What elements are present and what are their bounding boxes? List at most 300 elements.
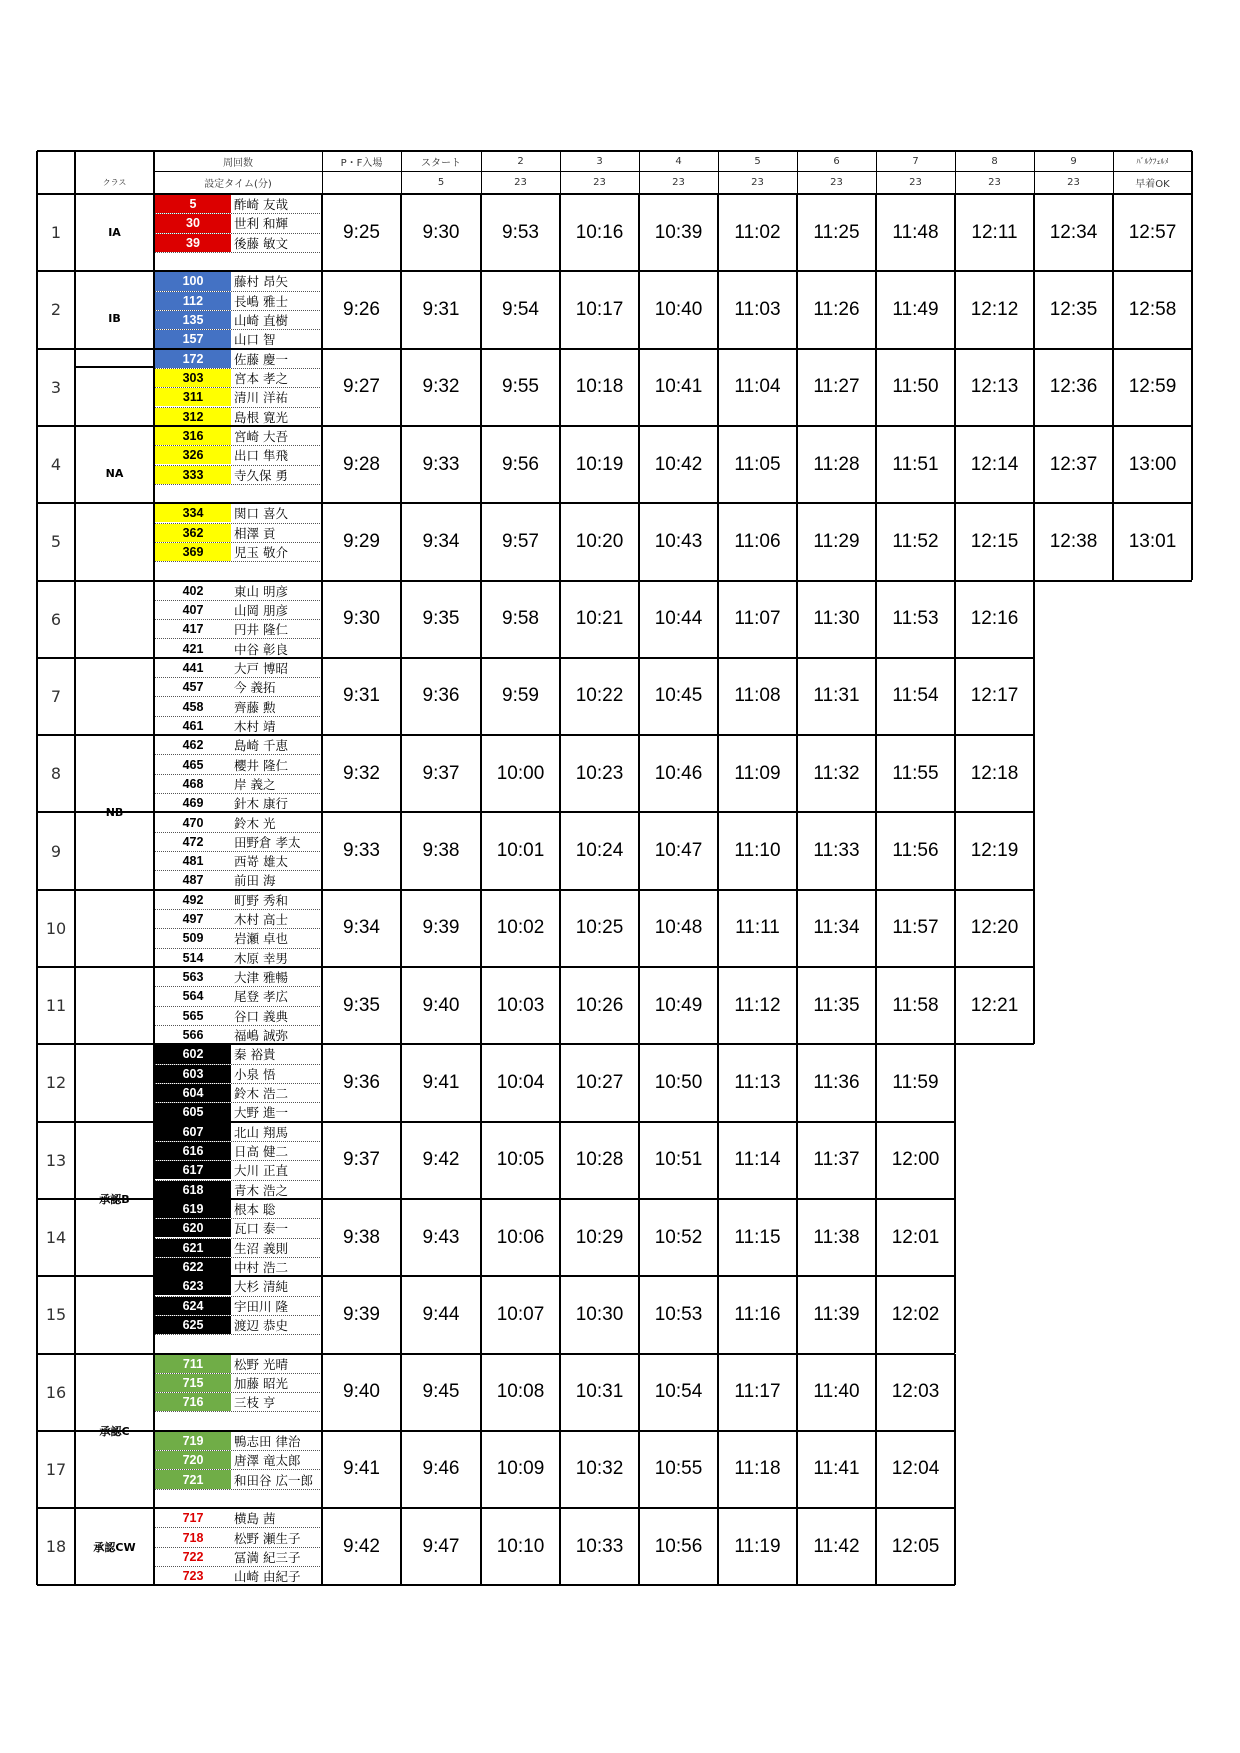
lap-time: 12:36 <box>1049 376 1098 398</box>
lap-time: 9:44 <box>422 1303 460 1325</box>
lap-time: 10:56 <box>654 1535 703 1557</box>
header-column-line <box>718 151 719 194</box>
lap-time: 11:40 <box>813 1381 860 1403</box>
lap-time: 10:20 <box>575 530 624 552</box>
lap-time: 11:53 <box>892 608 939 630</box>
laps-header: 周回数 <box>223 157 253 169</box>
heat-row-border <box>37 1507 955 1509</box>
time-column-line <box>480 658 482 735</box>
time-column-line <box>1033 194 1035 271</box>
time-column-line <box>875 503 877 580</box>
rider-name: 木村 靖 <box>234 718 276 734</box>
time-column-line <box>400 1508 402 1585</box>
lap-time: 9:56 <box>502 453 539 475</box>
lap-time: 11:15 <box>734 1226 781 1248</box>
class-label-IB: IB <box>108 312 121 326</box>
lap-time: 13:01 <box>1128 530 1177 552</box>
time-column-line <box>717 194 719 271</box>
lap-time: 11:50 <box>892 376 939 398</box>
heat-no-column-line <box>74 151 76 1585</box>
lap-time: 9:57 <box>502 530 539 552</box>
time-column-line <box>559 426 561 503</box>
time-column-line <box>638 890 640 967</box>
rider-number: 721 <box>155 1470 231 1488</box>
lap-time: 11:59 <box>892 1071 939 1093</box>
time-column-line <box>717 890 719 967</box>
rider-name: 根本 聡 <box>234 1202 276 1218</box>
pf-entry-header: P・F入場 <box>340 157 383 169</box>
lap-time: 9:53 <box>502 221 539 243</box>
rider-number: 172 <box>155 350 231 368</box>
time-column-line <box>400 967 402 1044</box>
lap-time: 10:04 <box>496 1071 545 1093</box>
rider-number: 457 <box>155 678 231 696</box>
lap-time: 10:00 <box>496 762 545 784</box>
heat-row-border <box>37 1353 955 1355</box>
time-column-line <box>1033 271 1035 348</box>
time-column-line <box>875 658 877 735</box>
lap-time: 9:31 <box>343 685 380 707</box>
time-column-line <box>559 1276 561 1353</box>
heat-row-border <box>37 348 1192 350</box>
header-column-line <box>1191 151 1193 194</box>
time-column-line <box>321 581 323 658</box>
time-column-line <box>717 426 719 503</box>
time-column-line <box>638 349 640 426</box>
rider-number: 157 <box>155 330 231 348</box>
rider-name: 渡辺 恭史 <box>234 1317 288 1333</box>
header-column-line <box>401 151 402 194</box>
rider-name: 唐澤 竜太郎 <box>234 1453 301 1469</box>
rider-number: 497 <box>155 910 231 928</box>
rider-name: 酢崎 友哉 <box>234 197 288 213</box>
rider-number: 604 <box>155 1084 231 1102</box>
lap-time: 12:04 <box>891 1458 940 1480</box>
heat-row-border <box>37 966 1034 968</box>
lap-3-header: 3 <box>596 155 603 167</box>
rider-number: 441 <box>155 659 231 677</box>
lap-time: 9:36 <box>422 685 460 707</box>
time-column-line <box>321 426 323 503</box>
time-column-line <box>321 1431 323 1508</box>
rider-divider <box>154 561 322 562</box>
time-column-line <box>717 1354 719 1431</box>
rider-number: 312 <box>155 408 231 426</box>
lap-time: 11:56 <box>892 840 939 862</box>
header-column-line <box>481 151 482 194</box>
class-label-IA: IA <box>108 226 121 240</box>
rider-number: 620 <box>155 1219 231 1237</box>
lap-4-minutes: 23 <box>672 177 685 188</box>
lap-time: 10:05 <box>496 1149 545 1171</box>
lap-time: 12:05 <box>891 1535 940 1557</box>
time-column-line <box>717 1199 719 1276</box>
time-column-line <box>400 1044 402 1121</box>
lap-time: 12:58 <box>1128 298 1177 320</box>
lap-3-minutes: 23 <box>593 177 606 188</box>
lap-time: 11:25 <box>813 221 860 243</box>
time-column-line <box>1033 349 1035 426</box>
time-column-line <box>480 271 482 348</box>
time-column-line <box>796 1276 798 1353</box>
heat-row-border <box>37 1584 955 1586</box>
rider-name: 青木 浩之 <box>234 1182 288 1198</box>
lap-time: 9:35 <box>343 994 380 1016</box>
time-column-line <box>875 1276 877 1353</box>
rider-name: 中谷 彰良 <box>234 641 288 657</box>
rider-number: 458 <box>155 697 231 715</box>
rider-number: 563 <box>155 968 231 986</box>
rider-number: 5 <box>155 195 231 213</box>
early-ok-header: 早着OK <box>1135 179 1170 190</box>
lap-time: 9:34 <box>343 917 380 939</box>
time-column-line <box>321 1354 323 1431</box>
time-column-line <box>1033 812 1035 889</box>
lap-2-minutes: 23 <box>514 177 527 188</box>
rider-number: 603 <box>155 1065 231 1083</box>
time-column-line <box>1112 194 1114 271</box>
time-column-line <box>796 349 798 426</box>
lap-time: 11:13 <box>734 1071 781 1093</box>
lap-7-header: 7 <box>912 155 919 167</box>
heat-number: 9 <box>50 841 62 861</box>
lap-time: 9:42 <box>343 1535 380 1557</box>
rider-name: 関口 喜久 <box>234 506 288 522</box>
rider-name: 中村 浩二 <box>234 1259 288 1275</box>
rider-name: 山岡 朋彦 <box>234 602 288 618</box>
time-column-line <box>796 812 798 889</box>
rider-number: 602 <box>155 1045 231 1063</box>
lap-8-minutes: 23 <box>988 177 1001 188</box>
lap-time: 11:17 <box>734 1381 781 1403</box>
rider-name: 宮本 孝之 <box>234 371 288 387</box>
rider-number: 112 <box>155 292 231 310</box>
lap-time: 11:49 <box>892 298 939 320</box>
lap-time: 12:35 <box>1049 298 1098 320</box>
time-column-line <box>954 1431 956 1508</box>
time-column-line <box>638 812 640 889</box>
lap-time: 12:02 <box>891 1303 940 1325</box>
lap-time: 10:22 <box>575 685 624 707</box>
heat-number: 1 <box>50 223 62 243</box>
rider-number: 421 <box>155 639 231 657</box>
time-column-line <box>954 194 956 271</box>
lap-time: 9:41 <box>343 1458 380 1480</box>
rider-number: 621 <box>155 1239 231 1257</box>
rider-name: 大津 雅暢 <box>234 970 288 986</box>
header-column-line <box>1113 151 1114 194</box>
time-column-line <box>321 1122 323 1199</box>
time-column-line <box>875 1199 877 1276</box>
lap-time: 11:39 <box>813 1303 860 1325</box>
time-column-line <box>954 503 956 580</box>
time-column-line <box>321 812 323 889</box>
lap-time: 9:38 <box>422 840 460 862</box>
heat-number: 4 <box>50 455 62 475</box>
lap-time: 10:49 <box>654 994 703 1016</box>
header-column-line <box>797 151 798 194</box>
time-column-line <box>796 1431 798 1508</box>
lap-time: 9:37 <box>422 762 460 784</box>
lap-time: 10:06 <box>496 1226 545 1248</box>
heat-number: 16 <box>45 1382 67 1402</box>
time-column-line <box>559 1354 561 1431</box>
lap-time: 9:37 <box>343 1149 380 1171</box>
lap-time: 9:45 <box>422 1381 460 1403</box>
lap-time: 10:17 <box>575 298 624 320</box>
lap-time: 12:21 <box>970 994 1019 1016</box>
time-column-line <box>717 1044 719 1121</box>
time-column-line <box>400 349 402 426</box>
lap-time: 10:21 <box>575 608 624 630</box>
lap-time: 11:06 <box>734 530 781 552</box>
time-column-line <box>480 1354 482 1431</box>
lap-time: 9:42 <box>422 1149 460 1171</box>
lap-time: 10:41 <box>654 376 703 398</box>
time-column-line <box>1033 658 1035 735</box>
rider-divider <box>154 1489 322 1490</box>
time-column-line <box>480 503 482 580</box>
rider-name: 後藤 敏文 <box>234 235 288 251</box>
lap-time: 10:52 <box>654 1226 703 1248</box>
time-column-line <box>559 967 561 1044</box>
time-column-line <box>480 890 482 967</box>
time-column-line <box>1033 890 1035 967</box>
time-column-line <box>400 194 402 271</box>
rider-name: 山崎 直樹 <box>234 313 288 329</box>
time-column-line <box>559 658 561 735</box>
time-column-line <box>638 1199 640 1276</box>
rider-number: 605 <box>155 1103 231 1121</box>
rider-number: 461 <box>155 717 231 735</box>
time-column-line <box>1112 271 1114 348</box>
time-column-line <box>954 735 956 812</box>
time-column-line <box>954 1276 956 1353</box>
time-column-line <box>717 735 719 812</box>
start-minutes: 5 <box>437 177 445 188</box>
heat-number: 10 <box>45 918 67 938</box>
time-column-line <box>559 812 561 889</box>
rider-name: 世利 和輝 <box>234 216 288 232</box>
heat-row-border <box>37 889 1034 891</box>
rider-name: 岩瀬 卓也 <box>234 931 288 947</box>
lap-time: 10:25 <box>575 917 624 939</box>
rider-name: 日高 健二 <box>234 1144 288 1160</box>
time-column-line <box>480 581 482 658</box>
rider-number: 723 <box>155 1567 231 1585</box>
lap-5-minutes: 23 <box>751 177 764 188</box>
time-column-line <box>480 1199 482 1276</box>
rider-divider <box>154 1334 322 1335</box>
lap-time: 10:54 <box>654 1381 703 1403</box>
time-column-line <box>1112 426 1114 503</box>
lap-time: 11:35 <box>813 994 860 1016</box>
rider-number: 509 <box>155 929 231 947</box>
class-column-line <box>153 151 155 1585</box>
time-column-line <box>400 1354 402 1431</box>
time-column-line <box>480 1122 482 1199</box>
time-column-line <box>400 812 402 889</box>
rider-number: 622 <box>155 1258 231 1276</box>
lap-time: 11:09 <box>734 762 781 784</box>
lap-time: 9:54 <box>502 298 539 320</box>
time-column-line <box>480 1508 482 1585</box>
lap-time: 10:01 <box>496 840 545 862</box>
lap-time: 10:27 <box>575 1071 624 1093</box>
time-column-line <box>875 426 877 503</box>
rider-name: 松野 光晴 <box>234 1356 288 1372</box>
lap-time: 11:33 <box>813 840 860 862</box>
rider-name: 清川 洋祐 <box>234 390 288 406</box>
lap-time: 11:38 <box>813 1226 860 1248</box>
rider-name: 東山 明彦 <box>234 583 288 599</box>
set-time-header: 設定タイム(分) <box>204 179 272 190</box>
lap-4-header: 4 <box>675 155 682 167</box>
time-column-line <box>1033 967 1035 1044</box>
heat-number: 3 <box>50 377 62 397</box>
rider-number: 469 <box>155 794 231 812</box>
lap-time: 10:33 <box>575 1535 624 1557</box>
rider-name: 針木 康行 <box>234 796 288 812</box>
lap-time: 9:25 <box>343 221 380 243</box>
time-column-line <box>480 1431 482 1508</box>
rider-name: 和田谷 広一郎 <box>234 1472 313 1488</box>
header-column-line <box>639 151 640 194</box>
time-column-line <box>400 581 402 658</box>
class-header: クラス <box>102 178 127 187</box>
lap-time: 10:30 <box>575 1303 624 1325</box>
rider-number: 564 <box>155 987 231 1005</box>
time-column-line <box>321 1044 323 1121</box>
rider-number: 481 <box>155 852 231 870</box>
lap-time: 12:34 <box>1049 221 1098 243</box>
time-column-line <box>875 735 877 812</box>
time-column-line <box>796 890 798 967</box>
lap-time: 11:36 <box>813 1071 860 1093</box>
lap-time: 11:51 <box>892 453 939 475</box>
time-column-line <box>875 967 877 1044</box>
lap-time: 11:19 <box>734 1535 781 1557</box>
rider-number: 334 <box>155 504 231 522</box>
lap-time: 12:19 <box>970 840 1019 862</box>
time-column-line <box>796 1354 798 1431</box>
lap-time: 9:39 <box>422 917 460 939</box>
time-column-line <box>954 890 956 967</box>
time-column-line <box>321 1508 323 1585</box>
rider-name: 山口 智 <box>234 332 276 348</box>
time-column-line <box>717 581 719 658</box>
rider-name: 島根 寛光 <box>234 409 288 425</box>
time-column-line <box>1033 426 1035 503</box>
time-column-line <box>796 1122 798 1199</box>
lap-time: 9:30 <box>343 608 380 630</box>
rider-number: 618 <box>155 1181 231 1199</box>
lap-time: 9:35 <box>422 608 460 630</box>
lap-time: 12:15 <box>970 530 1019 552</box>
time-column-line <box>875 1122 877 1199</box>
time-column-line <box>875 581 877 658</box>
time-column-line <box>954 426 956 503</box>
time-column-line <box>954 1199 956 1276</box>
rider-number: 472 <box>155 833 231 851</box>
time-column-line <box>954 1044 956 1121</box>
time-column-line <box>954 967 956 1044</box>
lap-time: 9:33 <box>422 453 460 475</box>
heat-row-border <box>37 1043 1034 1045</box>
time-column-line <box>559 1508 561 1585</box>
time-column-line <box>954 1122 956 1199</box>
rider-name: 横島 茜 <box>234 1511 276 1527</box>
lap-time: 10:55 <box>654 1458 703 1480</box>
time-column-line <box>796 1044 798 1121</box>
rider-number: 407 <box>155 601 231 619</box>
time-column-line <box>321 194 323 271</box>
lap-time: 11:04 <box>734 376 781 398</box>
lap-8-header: 8 <box>991 155 998 167</box>
time-column-line <box>717 658 719 735</box>
lap-time: 11:08 <box>734 685 781 707</box>
time-column-line <box>717 1508 719 1585</box>
time-column-line <box>1033 503 1035 580</box>
heat-row-border <box>37 425 1192 427</box>
rider-name: 木村 高士 <box>234 912 288 928</box>
class-label-NA: NA <box>105 467 124 481</box>
time-column-line <box>321 658 323 735</box>
header-column-line <box>322 151 323 194</box>
class-label-承認CW: 承認CW <box>93 1540 136 1554</box>
time-column-line <box>1033 581 1035 658</box>
rider-name: 鈴木 光 <box>234 815 276 831</box>
time-column-line <box>638 1122 640 1199</box>
rider-name: 北山 翔馬 <box>234 1124 288 1140</box>
lap-time: 12:18 <box>970 762 1019 784</box>
rider-number: 514 <box>155 949 231 967</box>
time-column-line <box>875 1354 877 1431</box>
lap-time: 11:18 <box>734 1458 781 1480</box>
lap-time: 9:27 <box>343 376 380 398</box>
heat-number: 8 <box>50 764 62 784</box>
rider-name: 松野 瀬生子 <box>234 1530 301 1546</box>
rider-name: 西嵜 雄太 <box>234 854 288 870</box>
lap-time: 9:33 <box>343 840 380 862</box>
lap-time: 9:32 <box>343 762 380 784</box>
rider-name: 町野 秀和 <box>234 892 288 908</box>
rider-name: 瓦口 泰一 <box>234 1221 288 1237</box>
lap-time: 10:50 <box>654 1071 703 1093</box>
time-column-line <box>796 658 798 735</box>
time-column-line <box>321 271 323 348</box>
lap-time: 10:19 <box>575 453 624 475</box>
time-column-line <box>717 1431 719 1508</box>
heat-row-border <box>37 502 1192 504</box>
time-column-line <box>400 1276 402 1353</box>
rider-name: 山崎 由紀子 <box>234 1569 301 1585</box>
header-column-line <box>876 151 877 194</box>
time-column-line <box>875 1508 877 1585</box>
time-column-line <box>400 503 402 580</box>
rider-number: 311 <box>155 388 231 406</box>
lap-time: 9:34 <box>422 530 460 552</box>
heat-row-border <box>37 1430 955 1432</box>
rider-name: 田野倉 孝太 <box>234 834 301 850</box>
lap-time: 10:23 <box>575 762 624 784</box>
lap-7-minutes: 23 <box>909 177 922 188</box>
time-column-line <box>875 271 877 348</box>
header-column-line <box>955 151 956 194</box>
lap-time: 10:28 <box>575 1149 624 1171</box>
rider-number: 100 <box>155 272 231 290</box>
rider-number: 719 <box>155 1432 231 1450</box>
